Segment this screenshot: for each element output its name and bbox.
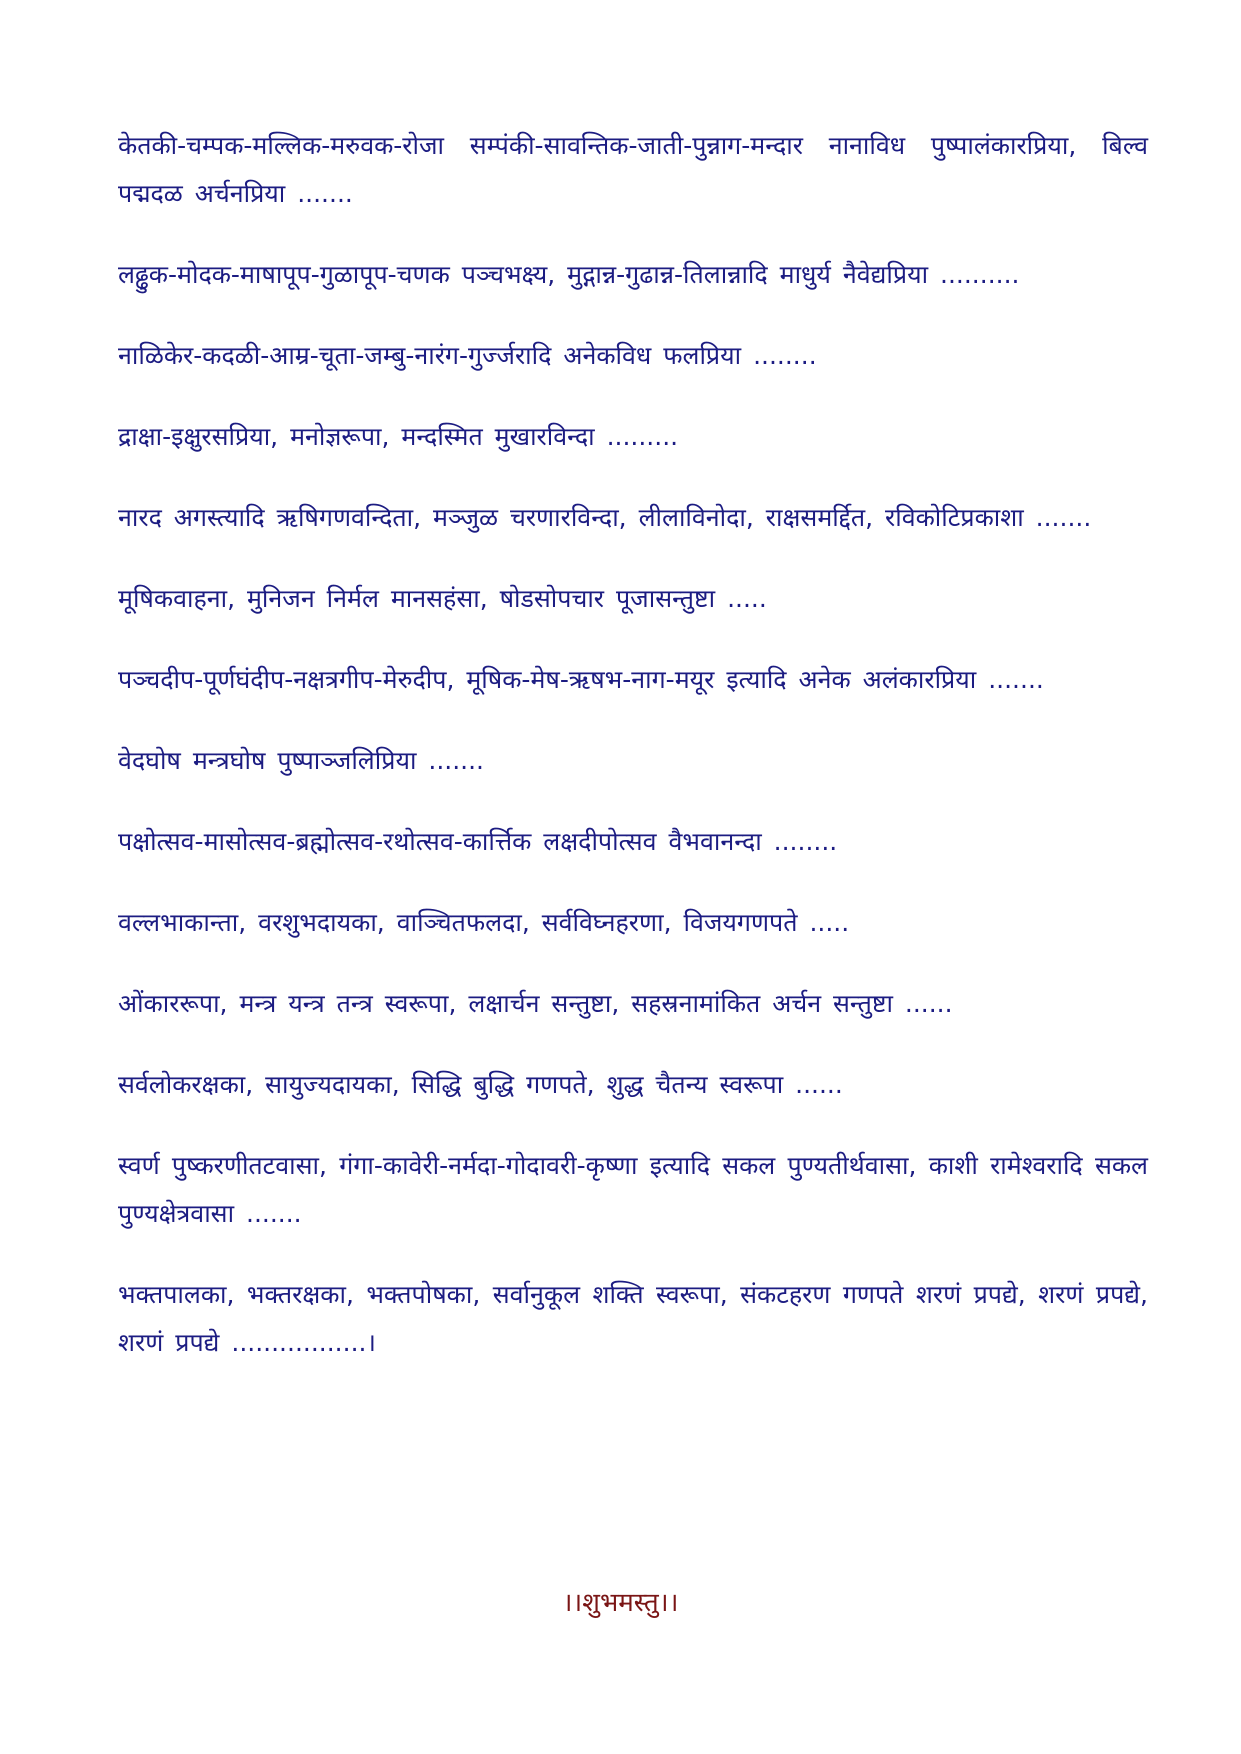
paragraph-utsava: पक्षोत्सव-मासोत्सव-ब्रह्मोत्सव-रथोत्सव-कार्त्तिक लक्षदीपोत्सव वैभवानन्दा ........ (118, 827, 838, 856)
paragraph-swarna-pushkarani: स्वर्ण पुष्करणीतटवासा, गंगा-कावेरी-नर्मदा-गोदावरी-कृष्णा इत्यादि सकल पुण्यतीर्थवासा, काशी रामेश्वरादि सकल पुण्यक्षेत्रवासा ....... (118, 1151, 1148, 1228)
paragraph-naivedya: लढ्ढुक-मोदक-माषापूप-गुळापूप-चणक पञ्चभक्ष्य, मुद्गान्न-गुढान्न-तिलान्नादि माधुर्य नैवेद्यप्रिया .......... (118, 260, 1020, 289)
paragraph-vallabhakanta: वल्लभाकान्ता, वरशुभदायका, वाञ्चितफलदा, सर्वविघ्नहरणा, विजयगणपते ..... (118, 908, 850, 937)
paragraph-flowers: केतकी-चम्पक-मल्लिक-मरुवक-रोजा सम्पंकी-सावन्तिक-जाती-पुन्नाग-मन्दार नानाविध पुष्पालंकारप्रिया, बिल्व पद्मदळ अर्चनप्रिया ....... (118, 131, 1148, 208)
document-body (118, 122, 1148, 1400)
paragraph-narada: नारद अगस्त्यादि ऋषिगणवन्दिता, मञ्जुळ चरणारविन्दा, लीलाविनोदा, राक्षसमर्द्दित, रविकोटिप्रकाशा ....... (118, 503, 1092, 532)
paragraph-mushikavahana: मूषिकवाहना, मुनिजन निर्मल मानसहंसा, षोडसोपचार पूजासन्तुष्टा ..... (118, 584, 767, 613)
paragraph-draksha: द्राक्षा-इक्षुरसप्रिया, मनोज्ञरूपा, मन्दस्मित मुखारविन्दा ......... (118, 422, 679, 451)
paragraph-sarvalokarakshaka: सर्वलोकरक्षका, सायुज्यदायका, सिद्धि बुद्धि गणपते, शुद्ध चैतन्य स्वरूपा ...... (118, 1070, 843, 1099)
footer-shubhamastu: ।।शुभमस्तु।। (562, 1588, 679, 1618)
paragraph-panchadeepa: पञ्चदीप-पूर्णघंदीप-नक्षत्रगीप-मेरुदीप, मूषिक-मेष-ऋषभ-नाग-मयूर इत्यादि अनेक अलंकारप्रिया ....... (118, 665, 1044, 694)
paragraph-vedaghosha: वेदघोष मन्त्रघोष पुष्पाञ्जलिप्रिया ....... (118, 746, 484, 775)
paragraph-bhaktapalaka: भक्तपालका, भक्तरक्षका, भक्तपोषका, सर्वानुकूल शक्ति स्वरूपा, संकटहरण गणपते शरणं प्रपद्ये, शरणं प्रपद्ये, शरणं प्रपद्ये .................। (118, 1280, 1148, 1357)
paragraph-fruits: नाळिकेर-कदळी-आम्र-चूता-जम्बु-नारंग-गुर्ज्जरादि अनेकविध फलप्रिया ........ (118, 341, 817, 370)
paragraph-omkararupa: ओंकाररूपा, मन्त्र यन्त्र तन्त्र स्वरूपा, लक्षार्चन सन्तुष्टा, सहस्रनामांकित अर्चन सन्तुष्टा ...... (118, 989, 953, 1018)
